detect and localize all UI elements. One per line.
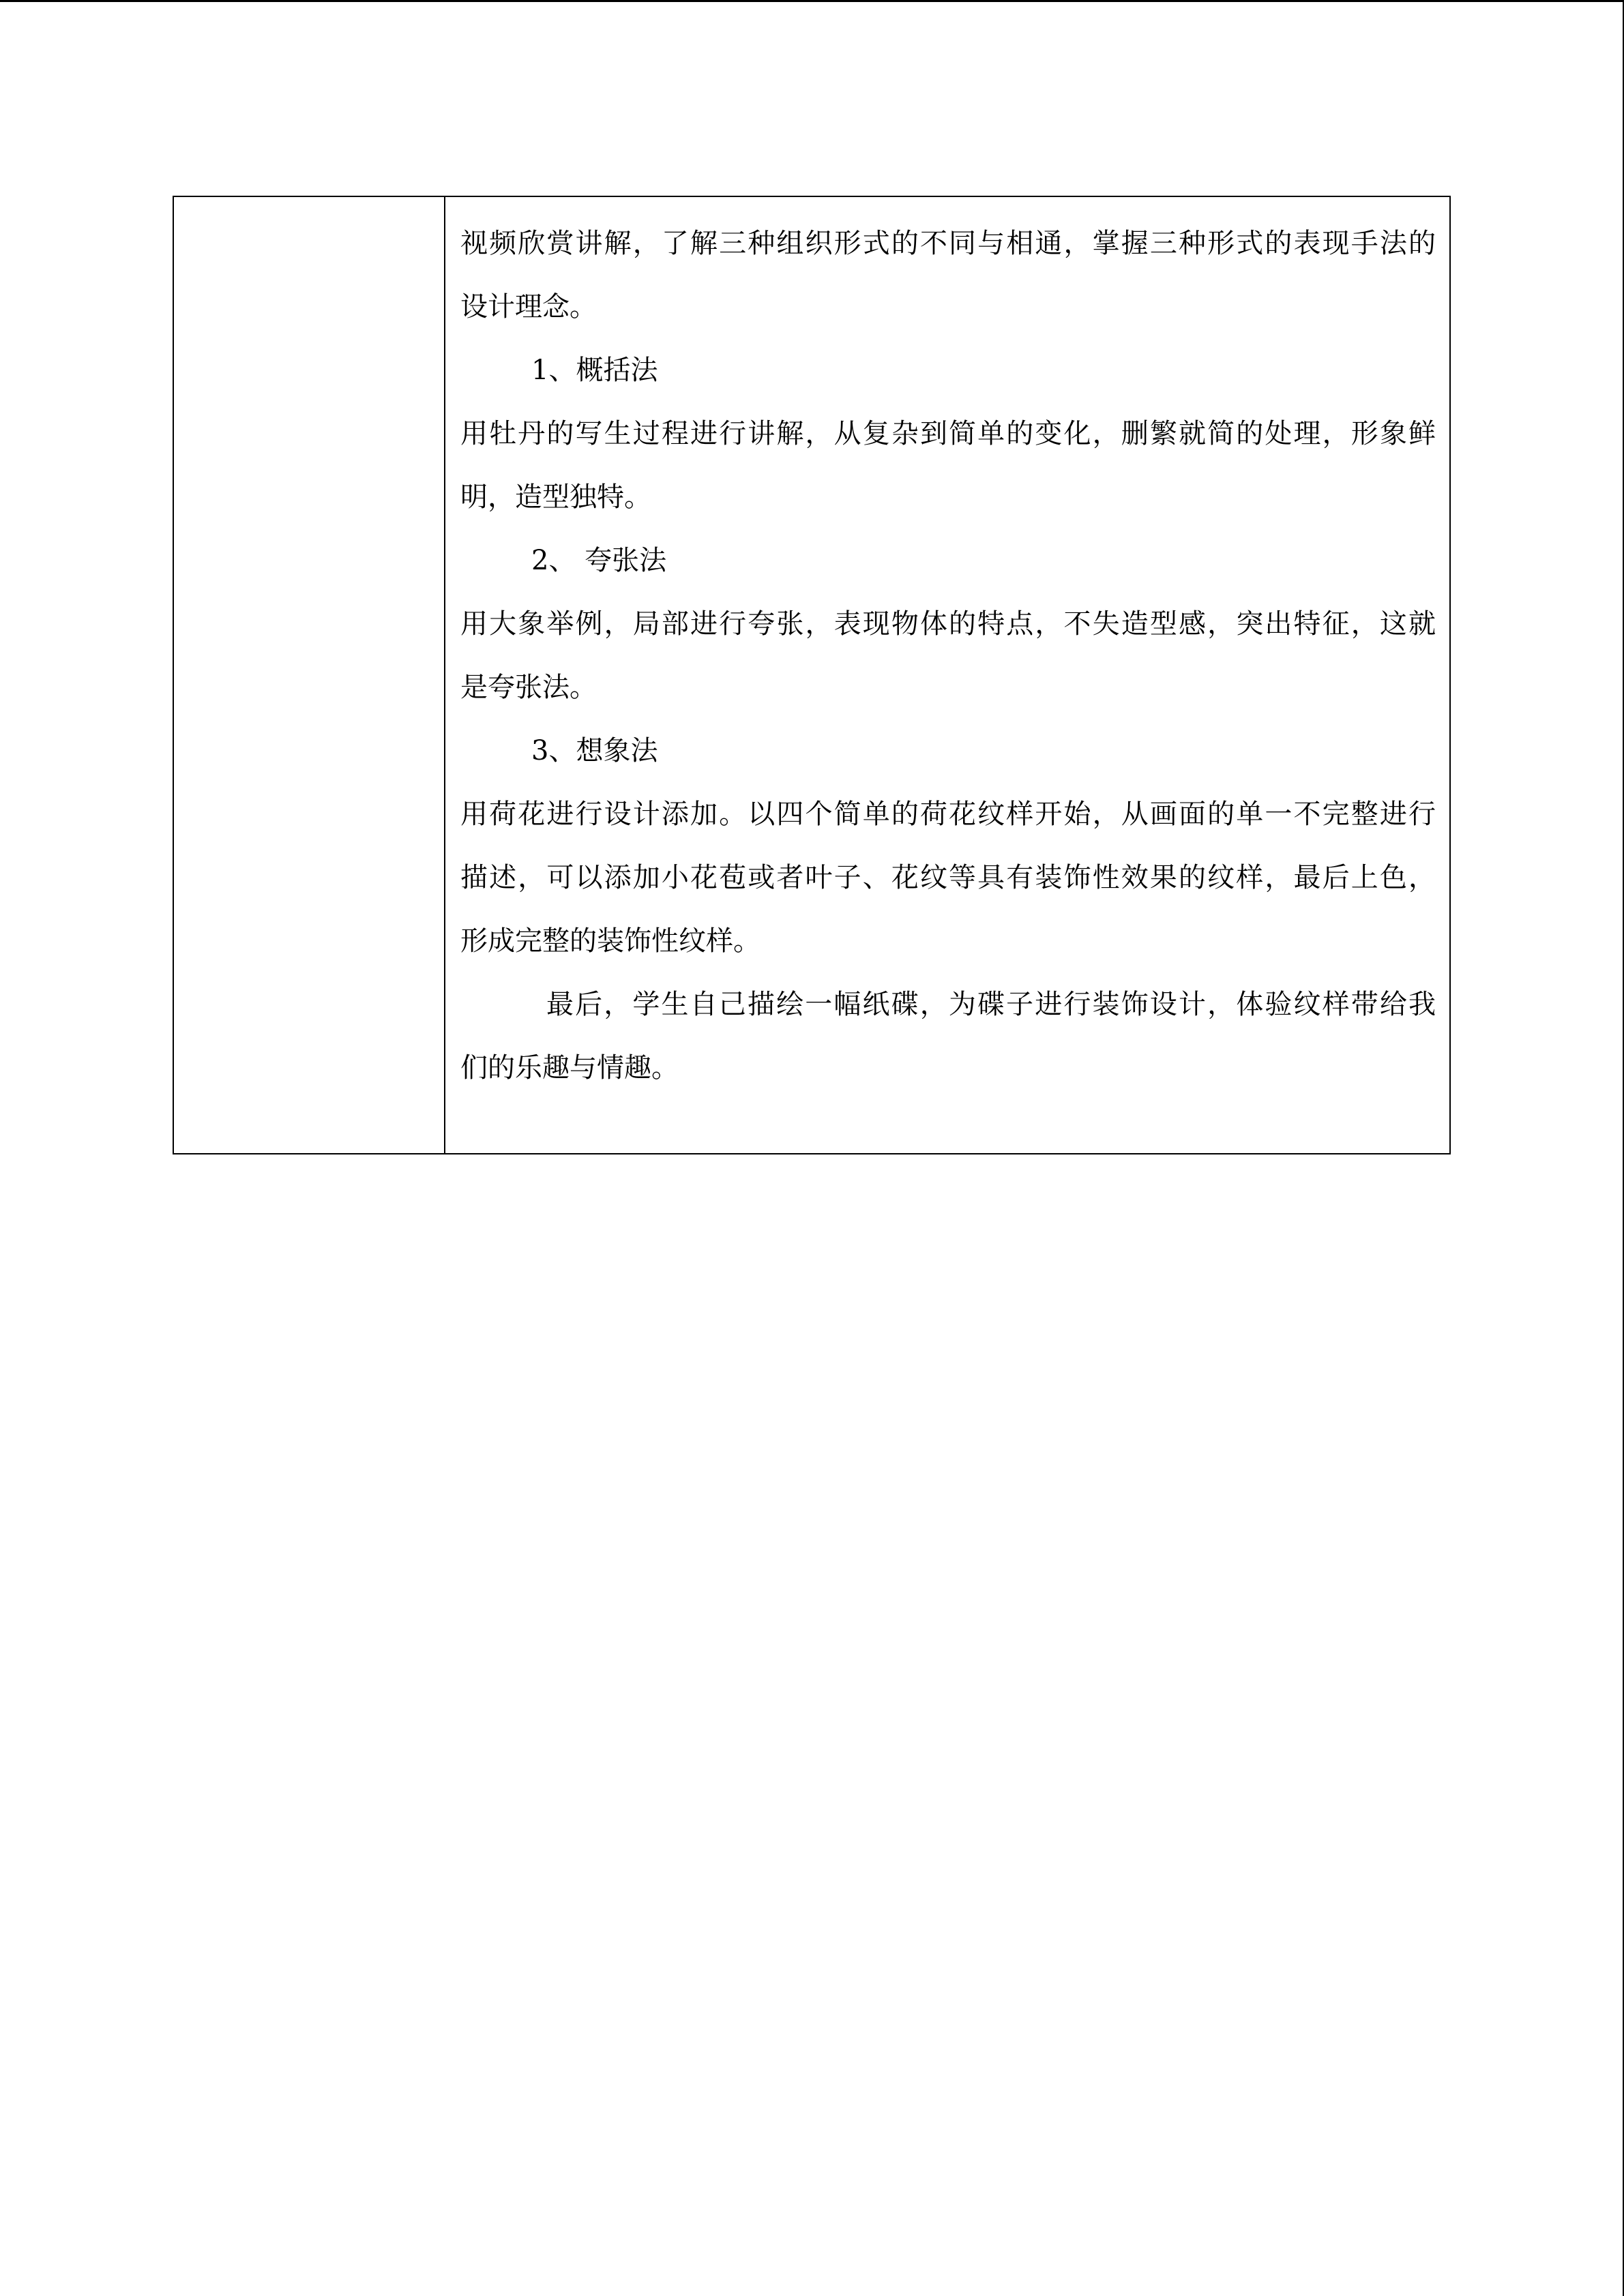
text-line: 用荷花进行设计添加。以四个简单的荷花纹样开始，从画面的单一不完整进行 — [460, 799, 1436, 830]
text-line: 最后，学生自己描绘一幅纸碟，为碟子进行装饰设计，体验纹样带给我 — [546, 989, 1436, 1020]
text-line: 描述，可以添加小花苞或者叶子、花纹等具有装饰性效果的纹样，最后上色， — [460, 862, 1436, 893]
text-line: 明，造型独特。 — [460, 481, 651, 513]
text-line: 视频欣赏讲解，了解三种组织形式的不同与相通，掌握三种形式的表现手法的 — [460, 228, 1436, 259]
page-top-border — [0, 0, 1624, 2]
subheading-imagination: 3、想象法 — [531, 735, 658, 766]
subheading-generalization: 1、概括法 — [531, 355, 658, 386]
text-line: 形成完整的装饰性纹样。 — [460, 925, 761, 957]
table-right-cell — [445, 197, 1451, 1153]
subheading-exaggeration: 2、 夸张法 — [531, 545, 667, 576]
text-line: 用牡丹的写生过程进行讲解，从复杂到简单的变化，删繁就简的处理，形象鲜 — [460, 418, 1436, 449]
text-line: 们的乐趣与情趣。 — [460, 1052, 679, 1084]
table-left-cell — [174, 197, 445, 1153]
text-line: 是夸张法。 — [460, 672, 597, 703]
lesson-plan-table — [173, 196, 1451, 1154]
text-line: 设计理念。 — [460, 291, 597, 323]
text-line: 用大象举例，局部进行夸张，表现物体的特点，不失造型感，突出特征，这就 — [460, 608, 1436, 640]
